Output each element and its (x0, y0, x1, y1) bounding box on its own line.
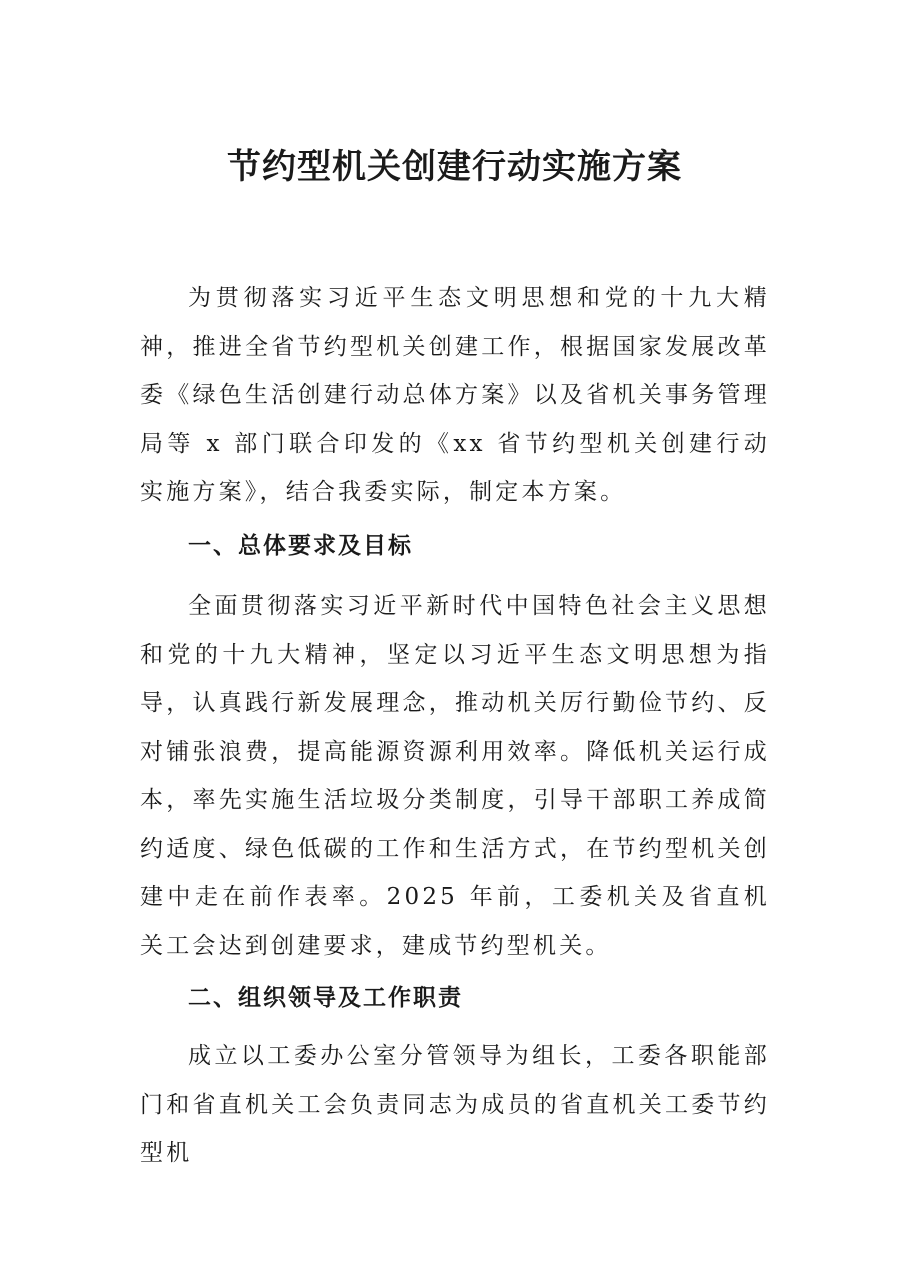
section-heading-2: 二、组织领导及工作职责 (188, 985, 463, 1011)
intro-paragraph: 为贯彻落实习近平生态文明思想和党的十九大精神，推进全省节约型机关创建工作，根据国家发展改革委《绿色生活创建行动总体方案》以及省机关事务管理局等 x 部门联合印发的《xx 省节约型机关创建行动实施方案》，结合我委实际，制定本方案。 (140, 285, 770, 505)
section-paragraph-1: 全面贯彻落实习近平新时代中国特色社会主义思想和党的十九大精神，坚定以习近平生态文明思想为指导，认真践行新发展理念，推动机关厉行勤俭节约、反对铺张浪费，提高能源资源利用效率。降低机关运行成本，率先实施生活垃圾分类制度，引导干部职工养成简约适度、绿色低碳的工作和生活方式，在节约型机关创建中走在前作表率。2025 年前，工委机关及省直机关工会达到创建要求，建成节约型机关。 (140, 593, 770, 959)
document-title: 节约型机关创建行动实施方案 (227, 147, 682, 187)
section-heading-1: 一、总体要求及目标 (188, 533, 413, 559)
section-paragraph-2: 成立以工委办公室分管领导为组长，工委各职能部门和省直机关工会负责同志为成员的省直机关工委节约型机 (140, 1043, 770, 1166)
